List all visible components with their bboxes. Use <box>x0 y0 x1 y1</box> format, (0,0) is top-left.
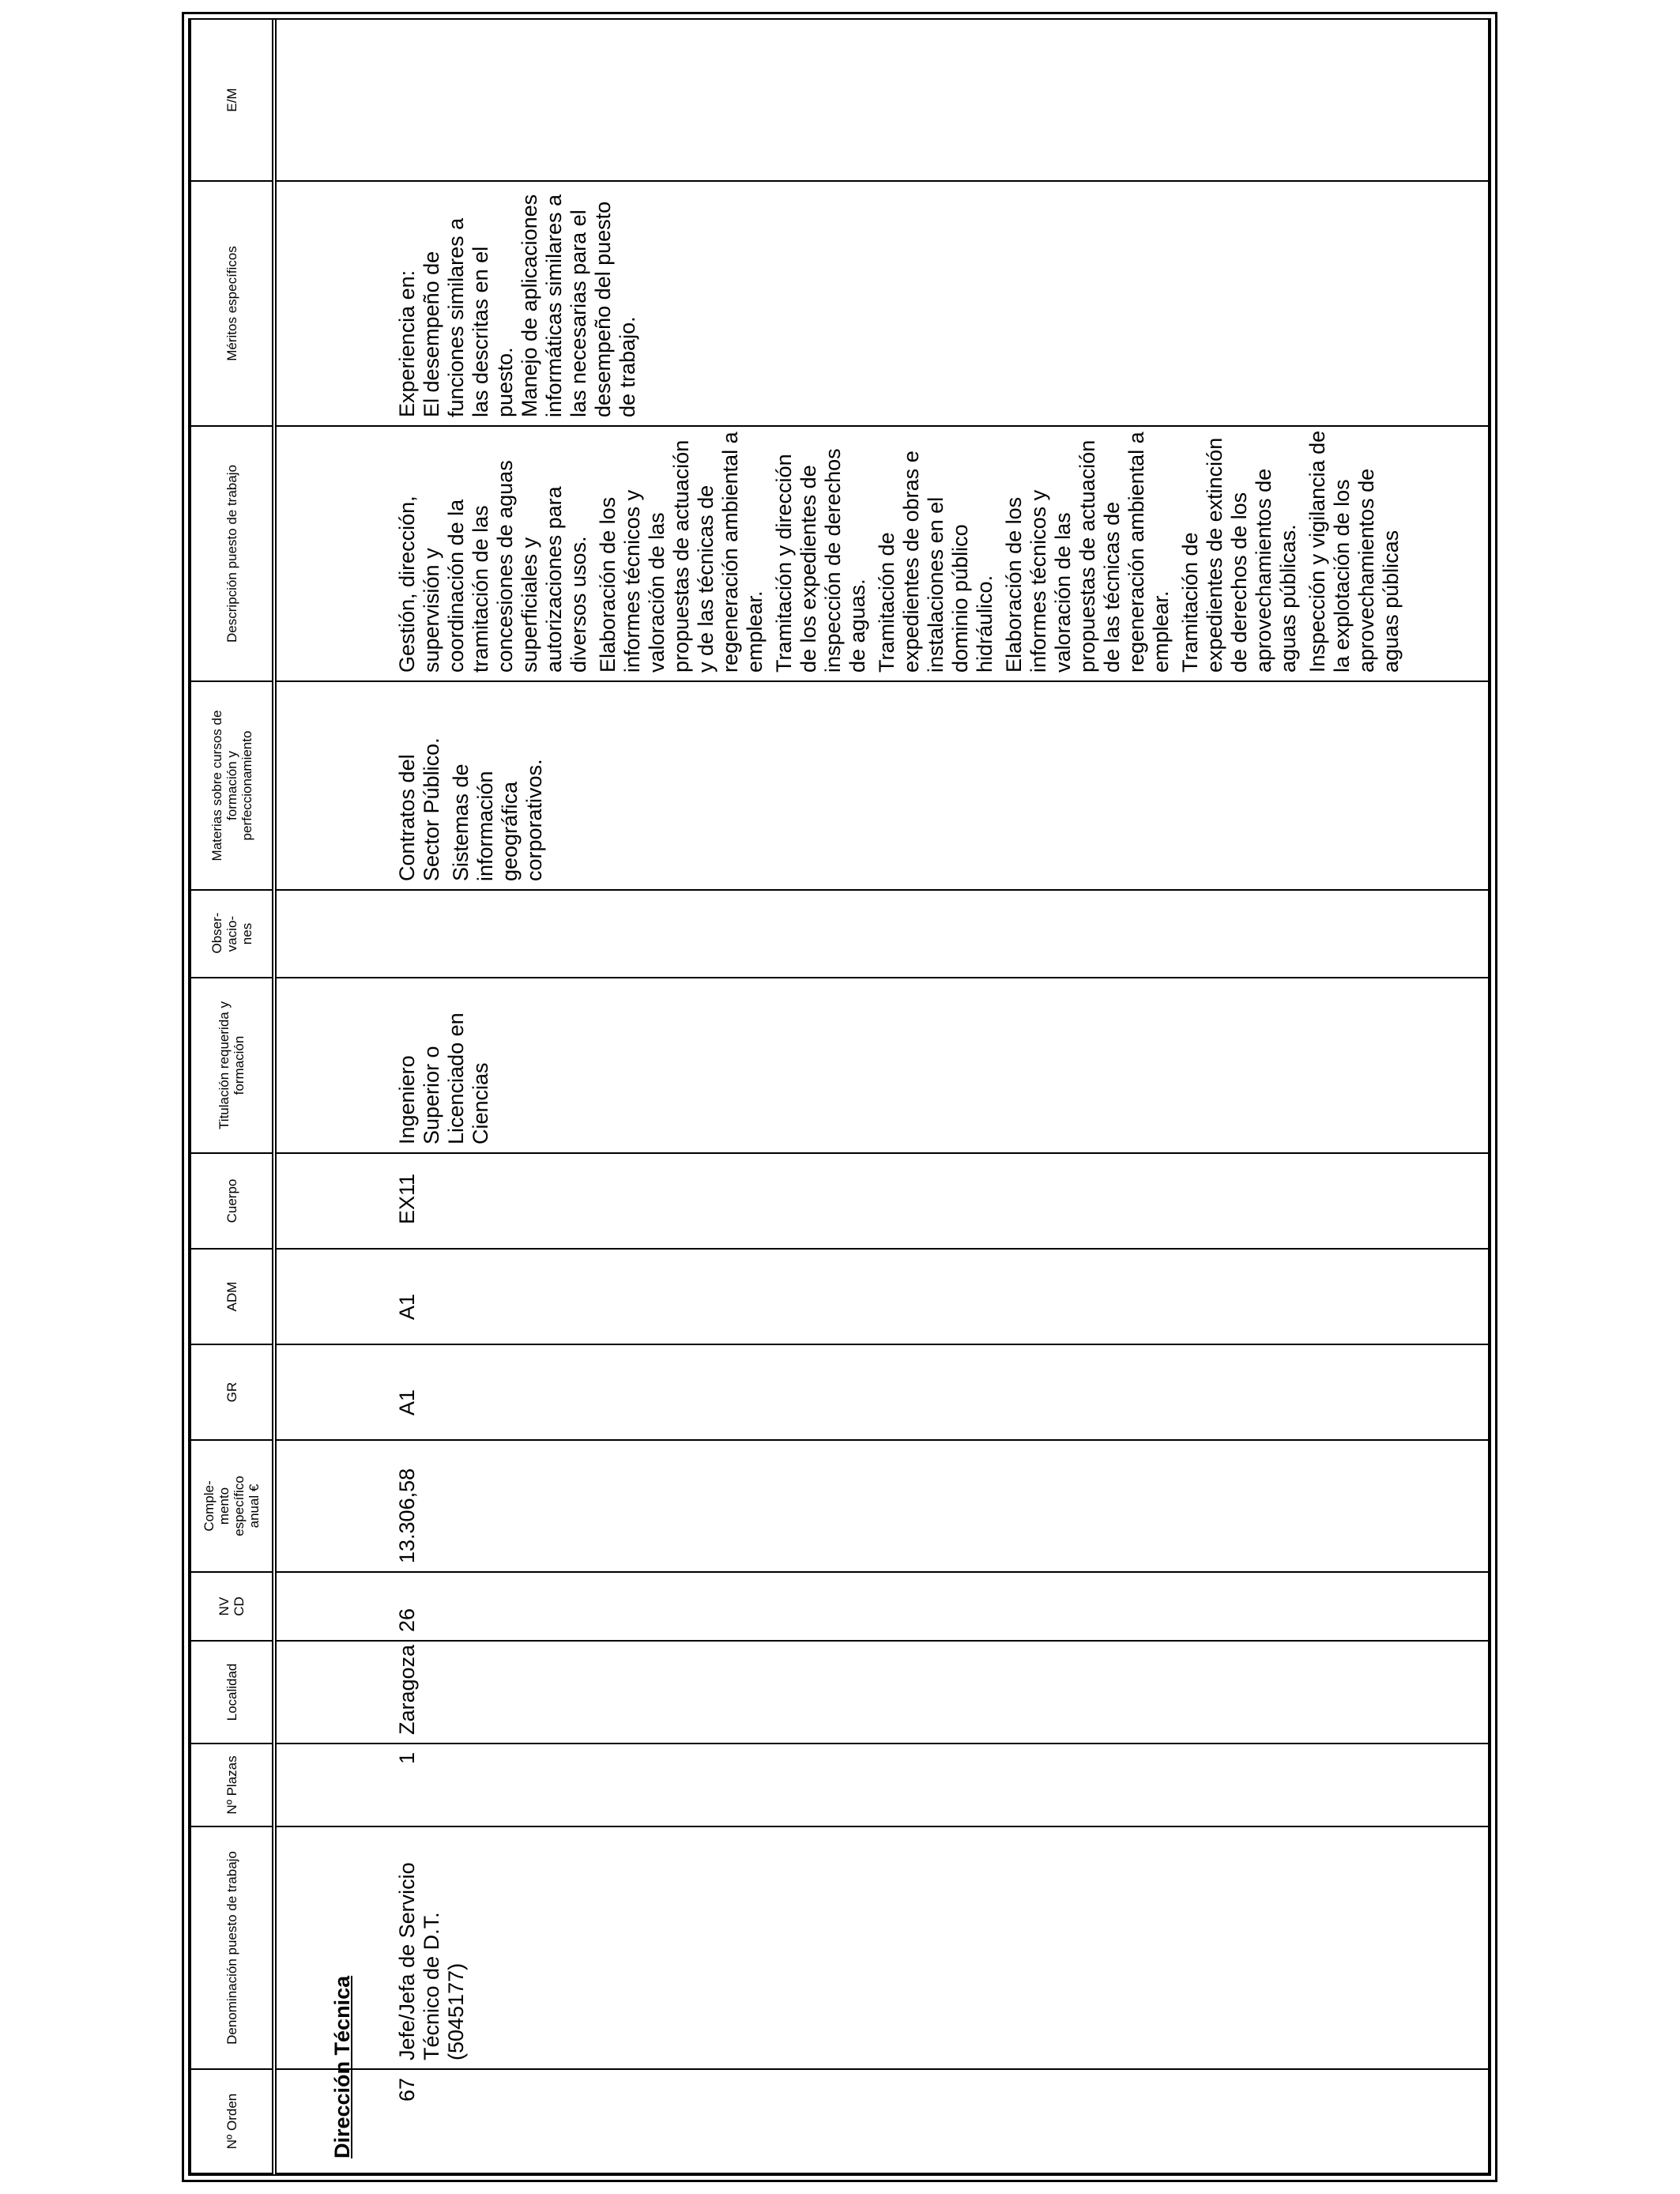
gr-value: A1 <box>395 1389 419 1416</box>
header-complemento <box>190 1440 274 1572</box>
cell-materias <box>274 681 1489 890</box>
meritos-item: Experiencia en: <box>395 270 419 417</box>
header-meritos-label: Méritos específicos <box>224 246 239 361</box>
titulacion-value: Ingeniero Superior o Licenciado en Ciencias <box>395 1012 492 1144</box>
header-orden <box>190 2069 274 2173</box>
meritos-list <box>277 182 640 425</box>
header-plazas-label: Nº Plazas <box>224 1755 239 1815</box>
plazas-value: 1 <box>395 1752 419 1765</box>
header-cuerpo <box>190 1153 274 1249</box>
header-localidad-label: Localidad <box>224 1663 239 1721</box>
cell-orden <box>274 2069 1489 2173</box>
descripcion-list <box>277 427 1403 680</box>
meritos-item: Manejo de aplicaciones informáticas similares a las necesarias para el desempeño del puesto de trabajo. <box>518 194 639 417</box>
header-em-label: E/M <box>224 88 239 112</box>
cuerpo-value: EX11 <box>395 1173 419 1224</box>
orden-value: 67 <box>395 2078 419 2102</box>
descripcion-item: Elaboración de los informes técnicos y valoración de las propuestas de actuación y de las técnicas de regeneración ambiental a emplear. <box>596 432 767 673</box>
header-complemento-label: Comple- mento específico anual € <box>202 1476 262 1536</box>
header-meritos <box>190 181 274 426</box>
cell-em <box>274 19 1489 181</box>
header-descripcion <box>190 426 274 681</box>
header-titulacion-label: Titulación requerida y formación <box>217 1001 247 1129</box>
positions-table <box>190 18 1490 2174</box>
header-plazas <box>190 1744 274 1826</box>
header-observaciones <box>190 890 274 978</box>
materias-item: Sistemas de información geográfica corporativos. <box>449 759 546 881</box>
cell-complemento <box>274 1440 1489 1572</box>
cell-cuerpo <box>274 1153 1489 1249</box>
header-row <box>190 19 274 2173</box>
header-cuerpo-label: Cuerpo <box>224 1178 239 1223</box>
em-value <box>277 20 395 180</box>
header-localidad <box>190 1641 274 1744</box>
header-titulacion <box>190 978 274 1153</box>
descripcion-item: Elaboración de los informes técnicos y valoración de las propuestas de actuación de las técnicas de regeneración ambiental a emplear. <box>1002 432 1173 673</box>
header-descripcion-label: Descripción puesto de trabajo <box>224 465 239 643</box>
header-nv-cd-label: NV CD <box>217 1596 247 1616</box>
descripcion-item: Tramitación de expedientes de obras e instalaciones en el dominio público hidráulico. <box>875 450 996 673</box>
meritos-item: El desempeño de funciones similares a las descritas en el puesto. <box>420 217 517 417</box>
header-gr-label: GR <box>224 1382 239 1403</box>
header-denominacion-label: Denominación puesto de trabajo <box>224 1851 239 2045</box>
header-em <box>190 19 274 181</box>
cell-meritos <box>274 181 1489 426</box>
denominacion-value: Jefe/Jefa de Servicio Técnico de D.T. (5045177) <box>395 1862 468 2060</box>
header-gr <box>190 1344 274 1440</box>
header-denominacion <box>190 1826 274 2069</box>
header-adm-label: ADM <box>224 1281 239 1312</box>
nv-cd-value: 26 <box>395 1608 419 1632</box>
cell-gr <box>274 1344 1489 1440</box>
header-observaciones-label: Obser- vacio- nes <box>209 912 254 954</box>
materias-list <box>277 682 547 889</box>
table-row <box>274 19 1489 2173</box>
descripcion-item: Tramitación de expedientes de extinción de derechos de los aprovechamientos de aguas públicas. <box>1178 437 1300 673</box>
complemento-value: 13.306,58 <box>395 1468 419 1563</box>
materias-item: Contratos del Sector Público. <box>395 737 443 881</box>
descripcion-item: Gestión, dirección, supervisión y coordinación de la tramitación de las concesiones de aguas superficiales y autorizaciones para diversos usos. <box>395 460 590 673</box>
header-orden-label: Nº Orden <box>224 2093 239 2150</box>
cell-titulacion <box>274 978 1489 1153</box>
localidad-value: Zaragoza <box>395 1644 419 1735</box>
cell-nv-cd <box>274 1572 1489 1641</box>
observaciones-value <box>277 891 395 977</box>
header-materias-label: Materias sobre cursos de formación y perfeccionamiento <box>209 710 254 861</box>
descripcion-item: Tramitación y dirección de los expedientes de inspección de derechos de aguas. <box>772 448 869 673</box>
cell-denominacion <box>274 1826 1489 2069</box>
cell-localidad <box>274 1641 1489 1744</box>
adm-value: A1 <box>395 1293 419 1320</box>
cell-plazas <box>274 1744 1489 1826</box>
cell-observaciones <box>274 890 1489 978</box>
section-title: Dirección Técnica <box>330 1975 354 2158</box>
header-nv-cd <box>190 1572 274 1641</box>
descripcion-item: Inspección y vigilancia de la explotación de los aprovechamientos de aguas públicas <box>1305 430 1403 673</box>
cell-adm <box>274 1249 1489 1344</box>
cell-descripcion <box>274 426 1489 681</box>
header-materias <box>190 681 274 890</box>
header-adm <box>190 1249 274 1344</box>
